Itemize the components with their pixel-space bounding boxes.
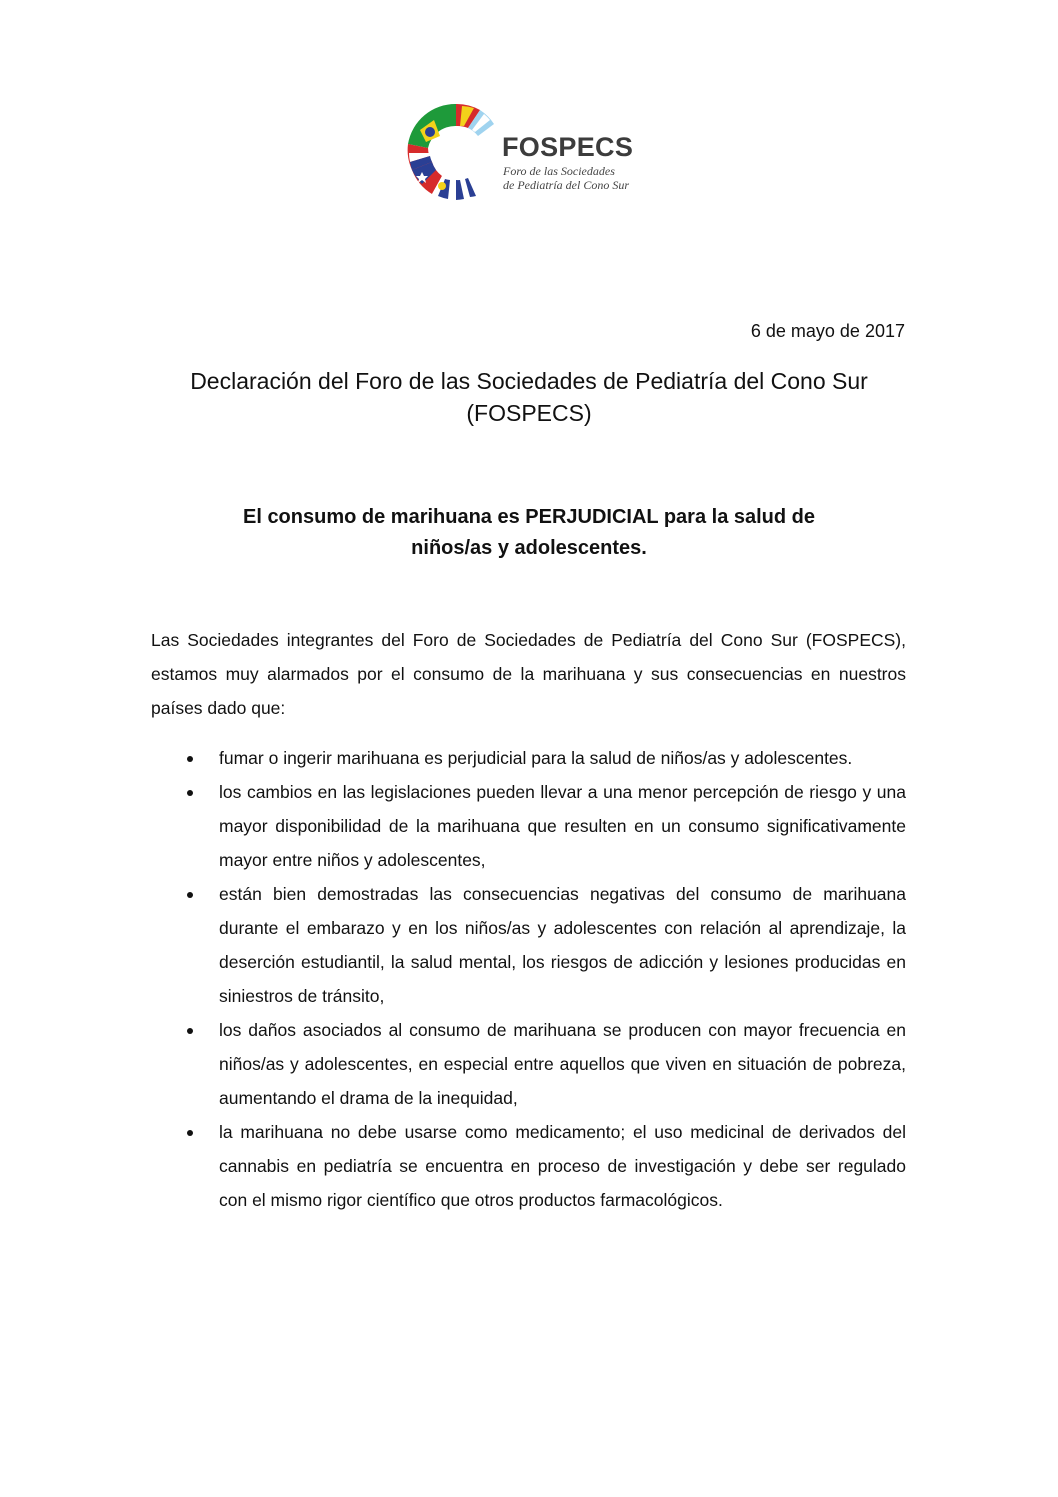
fospecs-logo <box>398 96 658 206</box>
list-item <box>151 1013 906 1115</box>
bullet-list <box>151 741 906 1217</box>
fospecs-flag-c-logo-icon <box>398 96 498 206</box>
list-item <box>151 775 906 877</box>
document-title-line1: Declaración del Foro de las Sociedades de Pediatría del Cono Sur <box>190 368 868 394</box>
logo-tagline <box>503 164 629 192</box>
list-item <box>151 877 906 1013</box>
bullet-icon <box>187 1130 193 1136</box>
list-item-text: fumar o ingerir marihuana es perjudicial para la salud de niños/as y adolescentes. <box>219 748 853 768</box>
list-item-text: están bien demostradas las consecuencias negativas del consumo de marihuana durante el embarazo y en los niños/as y adolescentes con relación al aprendizaje, la deserción estudiantil, la salud mental, los riesgos de adicción y lesiones producidas en siniestros de tránsito, <box>219 884 906 1006</box>
intro-paragraph: Las Sociedades integrantes del Foro de Sociedades de Pediatría del Cono Sur (FOSPECS), estamos muy alarmados por el consumo de la marihuana y sus consecuencias en nuestros países dado que: <box>151 630 906 718</box>
logo-tagline-line1: Foro de las Sociedades <box>503 164 615 178</box>
bullet-icon <box>187 756 193 762</box>
document-subtitle-line2: niños/as y adolescentes. <box>411 537 647 559</box>
list-item-text: los daños asociados al consumo de marihuana se producen con mayor frecuencia en niños/as y adolescentes, en especial entre aquellos que viven en situación de pobreza, aumentando el drama de la inequidad, <box>219 1020 906 1108</box>
bullet-icon <box>187 1028 193 1034</box>
document-subtitle-line1: El consumo de marihuana es PERJUDICIAL para la salud de <box>242 506 816 528</box>
bullet-icon <box>187 892 193 898</box>
list-item-text: la marihuana no debe usarse como medicamento; el uso medicinal de derivados del cannabis en pediatría se encuentra en proceso de investigación y debe ser regulado con el mismo rigor científico que otros productos farmacológicos. <box>219 1122 906 1210</box>
list-item-text: los cambios en las legislaciones pueden llevar a una menor percepción de riesgo y una mayor disponibilidad de la marihuana que resulten en un consumo significativamente mayor entre niños y adolescentes, <box>219 782 906 870</box>
list-item <box>151 1115 906 1217</box>
logo-tagline-line2: de Pediatría del Cono Sur <box>503 178 629 192</box>
document-date: 6 de mayo de 2017 <box>750 321 905 341</box>
document-title-line2: (FOSPECS) <box>466 400 592 426</box>
list-item <box>151 741 906 775</box>
logo-name: FOSPECS <box>502 132 634 162</box>
bullet-icon <box>187 790 193 796</box>
